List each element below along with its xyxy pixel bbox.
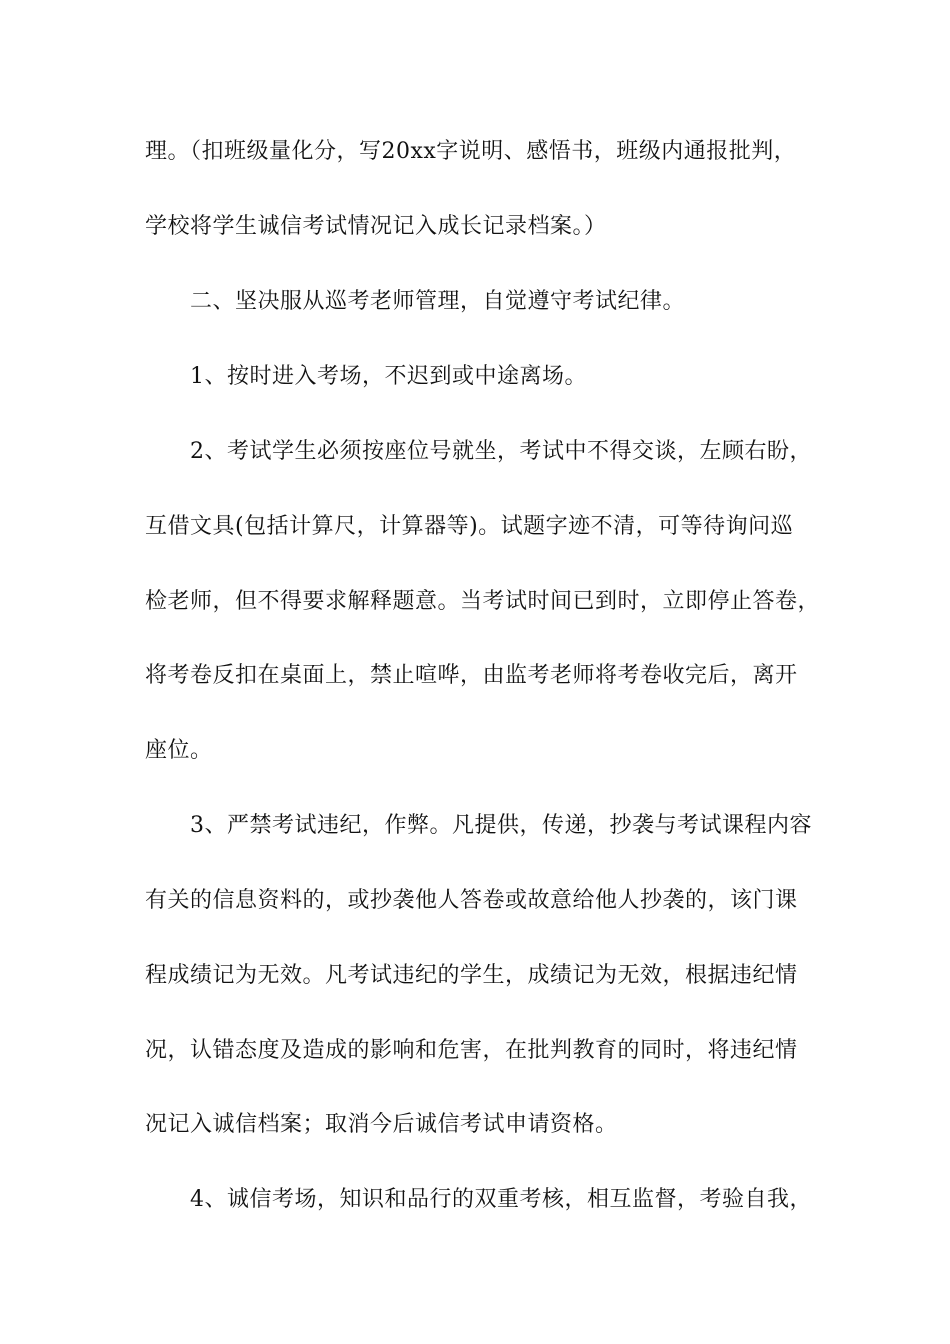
text-line: 1、按时进入考场，不迟到或中途离场。 — [190, 364, 587, 389]
section-heading: 二、坚决服从巡考老师管理，自觉遵守考试纪律。 — [190, 289, 686, 314]
text-line: 将考卷反扣在桌面上，禁止喧哗，由监考老师将考卷收完后，离开 — [145, 663, 798, 688]
text-line: 有关的信息资料的，或抄袭他人答卷或故意给他人抄袭的，该门课 — [145, 888, 798, 913]
text-line: 况记入诚信档案；取消今后诚信考试申请资格。 — [145, 1112, 618, 1137]
text-line: 况，认错态度及造成的影响和危害，在批判教育的同时，将违纪情 — [145, 1038, 798, 1063]
text-line: 检老师，但不得要求解释题意。当考试时间已到时，立即停止答卷， — [145, 589, 821, 614]
text-line: 程成绩记为无效。凡考试违纪的学生，成绩记为无效，根据违纪情 — [145, 963, 798, 988]
text-line: 学校将学生诚信考试情况记入成长记录档案。） — [145, 214, 607, 239]
text-line: 3、严禁考试违纪，作弊。凡提供，传递，抄袭与考试课程内容 — [190, 813, 812, 838]
text-line: 2、考试学生必须按座位号就坐，考试中不得交谈，左顾右盼， — [190, 439, 812, 464]
text-line: 理。（扣班级量化分，写20xx字说明、感悟书，班级内通报批判， — [145, 139, 797, 164]
text-line: 4、诚信考场，知识和品行的双重考核，相互监督，考验自我， — [190, 1187, 812, 1212]
text-line: 互借文具(包括计算尺，计算器等)。试题字迹不清，可等待询问巡 — [145, 514, 794, 539]
text-line: 座位。 — [145, 738, 213, 763]
